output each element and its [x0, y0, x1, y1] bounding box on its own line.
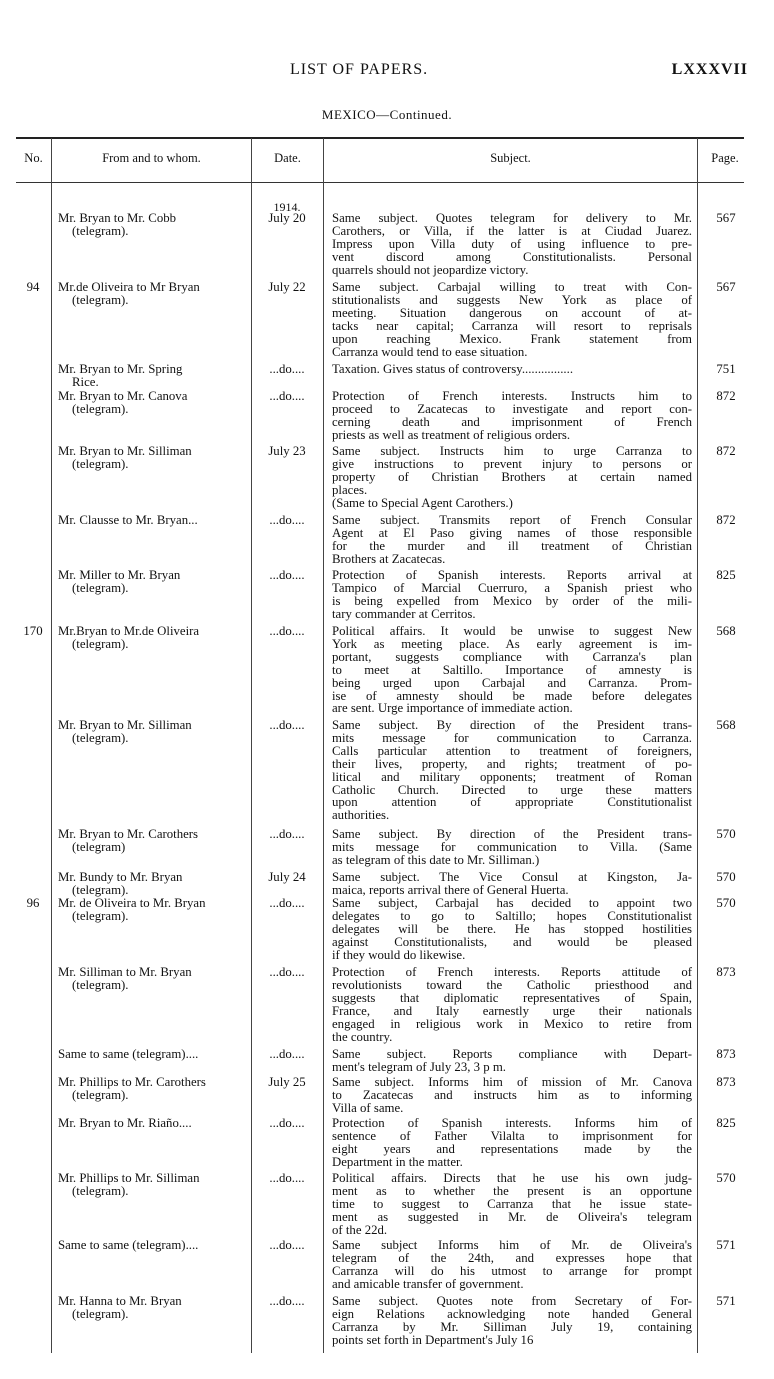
column-divider	[323, 138, 324, 1353]
subject-line: being urged upon Carbajal and Carranza. Prom-	[332, 675, 692, 690]
subject-line: Impress upon Villa duty of using influence to pre-	[332, 236, 692, 251]
from-to-cell	[58, 445, 248, 471]
subject-line: Same subject. Informs him of mission of Mr. Canova	[332, 1075, 692, 1089]
column-header-date: Date.	[274, 151, 301, 165]
subject-line: engaged in religious work in Mexico to retire from	[332, 1016, 692, 1031]
subject-cell	[332, 966, 692, 1043]
from-to-cell	[58, 1172, 248, 1198]
from-to-line: (telegram).	[72, 1183, 129, 1198]
subject-line: Catholic Church. Directed to urge these matters	[332, 782, 692, 797]
from-to-cell	[58, 514, 248, 527]
date-cell: ...do....	[269, 568, 305, 582]
page-number: 873	[716, 965, 736, 979]
from-to-line: Mr. Miller to Mr. Bryan	[58, 568, 181, 582]
subject-line: Same subject, Carbajal has decided to appoint two	[332, 896, 692, 910]
subject-cell	[332, 363, 692, 376]
subject-line: of the 22d.	[332, 1222, 388, 1237]
subject-line: ment as suggested in Mr. de Oliveira's telegram	[332, 1209, 692, 1224]
from-to-cell	[58, 1048, 248, 1061]
subject-line: portant, suggests compliance with Carranza's plan	[332, 649, 692, 664]
page-number: 872	[716, 444, 736, 458]
date-cell: ...do....	[269, 896, 305, 910]
subject-cell	[332, 1117, 692, 1169]
subject-line: Political affairs. It would be unwise to suggest New	[332, 624, 692, 638]
page-number: 873	[716, 1075, 736, 1089]
subject-line: upon attention of appropriate Constitutionalist	[332, 795, 692, 810]
from-to-line: Rice.	[72, 374, 99, 389]
subject-line: sentence of Father Vilalta to imprisonment for	[332, 1128, 692, 1143]
subject-cell	[332, 1048, 692, 1074]
subject-line: as telegram of this date to Mr. Silliman.)	[332, 852, 540, 867]
from-to-cell	[58, 871, 248, 897]
subject-cell	[332, 1239, 692, 1291]
date-cell: July 23	[268, 444, 306, 458]
subject-line: (Same to Special Agent Carothers.)	[332, 495, 513, 510]
from-to-cell	[58, 625, 248, 651]
subject-line: eign Relations acknowledging note handed General	[332, 1306, 692, 1321]
subject-line: and amicable transfer of government.	[332, 1276, 524, 1291]
from-to-line: (telegram).	[72, 292, 129, 307]
from-to-line: (telegram).	[72, 580, 129, 595]
subject-line: Political affairs. Directs that he use his own judg-	[332, 1171, 692, 1185]
from-to-line: (telegram).	[72, 730, 129, 745]
column-divider	[51, 138, 52, 1353]
subject-line: Same subject. Reports compliance with Depart-	[332, 1047, 692, 1061]
subject-line: Protection of French interests. Instructs him to	[332, 389, 692, 403]
subject-line: authorities.	[332, 808, 390, 823]
subject-line: mits message for communication to Villa. (Same	[332, 839, 692, 854]
subject-line: the country.	[332, 1029, 393, 1044]
subject-line: time to suggest to Carranza that he issue state-	[332, 1196, 692, 1211]
subject-line: for the murder and ill treatment of Christian	[332, 538, 692, 553]
subject-line: Tampico of Marcial Cuerruro, a Spanish priest who	[332, 580, 692, 595]
date-cell: ...do....	[269, 362, 305, 376]
subject-cell	[332, 1172, 692, 1237]
page-number: 872	[716, 513, 736, 527]
subject-line: if they would do likewise.	[332, 947, 466, 962]
subject-line: Same subject. By direction of the President trans-	[332, 718, 692, 732]
subject-line: delegates to go to Saltillo; hopes Constitutionalist	[332, 908, 692, 923]
subject-line: Carranza by Mr. Silliman July 19, containing	[332, 1319, 692, 1334]
page-number: 571	[716, 1294, 736, 1308]
from-to-cell	[58, 897, 248, 923]
from-to-cell	[58, 1239, 248, 1252]
date-cell: ...do....	[269, 965, 305, 979]
subject-line: proceed to Zacatecas to investigate and report con-	[332, 401, 692, 416]
subject-line: Carothers, or Villa, if the latter is at Ciudad Juarez.	[332, 223, 692, 238]
subject-line: against Constitutionalists, and would be pleased	[332, 934, 692, 949]
subject-cell	[332, 212, 692, 277]
section-subtitle: MEXICO—Continued.	[321, 107, 453, 122]
column-header-subject: Subject.	[490, 151, 531, 165]
subject-line: cerning death and imprisonment of French	[332, 414, 692, 429]
subject-cell	[332, 625, 692, 715]
page-numeral: LXXXVII	[671, 61, 748, 78]
from-to-line: (telegram).	[72, 401, 129, 416]
from-to-line: Mr.Bryan to Mr.de Oliveira	[58, 624, 200, 638]
column-header-page: Page.	[711, 151, 739, 165]
date-cell: ...do....	[269, 624, 305, 638]
date-cell: July 24	[268, 870, 306, 884]
from-to-cell	[58, 390, 248, 416]
from-to-cell	[58, 1295, 248, 1321]
subject-line: Same subject. Instructs him to urge Carranza to	[332, 444, 692, 458]
subject-line: Same subject. The Vice Consul at Kingston, Ja-	[332, 870, 692, 884]
subject-line: Agent at El Paso giving names of those responsible	[332, 525, 692, 540]
from-to-line: Mr. Bryan to Mr. Silliman	[58, 444, 192, 458]
subject-line: are sent. Urge importance of immediate action.	[332, 701, 573, 716]
date-cell: ...do....	[269, 1238, 305, 1252]
subject-line: York as meeting place. As early agreement is im-	[332, 636, 692, 651]
from-to-line: Mr. Phillips to Mr. Silliman	[58, 1171, 200, 1185]
subject-line: upon reaching Mexico. Frank statement from	[332, 331, 692, 346]
subject-line: ment as to whether the present is an opportune	[332, 1183, 692, 1198]
subject-line: litical and military opponents; treatment of Roman	[332, 769, 692, 784]
from-to-line: (telegram).	[72, 1306, 129, 1321]
date-cell: ...do....	[269, 513, 305, 527]
from-to-line: Mr. Bryan to Mr. Spring	[58, 362, 183, 376]
from-to-cell	[58, 1117, 248, 1130]
paper-number: 94	[26, 280, 40, 294]
from-to-cell	[58, 828, 248, 854]
from-to-line: Mr. de Oliveira to Mr. Bryan	[58, 896, 206, 910]
subject-cell	[332, 281, 692, 358]
subject-line: to Zacatecas and instructs him as to informing	[332, 1087, 692, 1102]
subject-cell	[332, 1295, 692, 1347]
date-cell: ...do....	[269, 718, 305, 732]
subject-cell	[332, 871, 692, 897]
page-number: 751	[716, 362, 736, 376]
subject-line: Brothers at Zacatecas.	[332, 551, 446, 566]
from-to-cell	[58, 363, 248, 389]
from-to-line: Mr. Bryan to Mr. Canova	[58, 389, 188, 403]
from-to-line: (telegram).	[72, 456, 129, 471]
subject-line: Department in the matter.	[332, 1154, 463, 1169]
date-cell: ...do....	[269, 1171, 305, 1185]
subject-line: Carranza would tend to ease situation.	[332, 344, 528, 359]
subject-cell	[332, 897, 692, 962]
subject-line: their lives, property, and rights; treatment of po-	[332, 756, 692, 771]
from-to-line: Same to same (telegram)....	[58, 1238, 199, 1252]
from-to-line: Mr. Bryan to Mr. Riaño....	[58, 1116, 192, 1130]
page-number: 570	[716, 896, 736, 910]
subject-line: property of Christian Brothers at certain named	[332, 469, 692, 484]
table-top-rule	[16, 137, 744, 139]
column-divider	[697, 138, 698, 1353]
subject-line: Same subject. Quotes note from Secretary of For-	[332, 1294, 692, 1308]
column-header-no: No.	[24, 151, 43, 165]
subject-line: priests as well as treatment of religious orders.	[332, 427, 571, 442]
from-to-line: Mr. Bryan to Mr. Carothers	[58, 827, 199, 841]
page-number: 570	[716, 870, 736, 884]
year-label: 1914.	[273, 200, 301, 214]
from-to-line: Mr. Silliman to Mr. Bryan	[58, 965, 192, 979]
subject-cell	[332, 569, 692, 621]
page-number: 825	[716, 568, 736, 582]
page-number: 567	[716, 280, 736, 294]
date-cell: ...do....	[269, 1116, 305, 1130]
paper-number: 170	[23, 624, 43, 638]
subject-line: Same subject Informs him of Mr. de Oliveira's	[332, 1238, 692, 1252]
subject-line: mits message for communication to Carranza.	[332, 730, 692, 745]
page-number: 571	[716, 1238, 736, 1252]
subject-line: eight years and representations made by the	[332, 1141, 692, 1156]
subject-line: Same subject. Carbajal willing to treat with Con-	[332, 280, 692, 294]
page-number: 873	[716, 1047, 736, 1061]
subject-line: give instructions to prevent injury to persons or	[332, 456, 692, 471]
from-to-cell	[58, 719, 248, 745]
from-to-line: (telegram).	[72, 977, 129, 992]
subject-line: to meet at Saltillo. Importance of amnesty is	[332, 662, 692, 677]
subject-line: Same subject. By direction of the President trans-	[332, 827, 692, 841]
subject-line: tary commander at Cerritos.	[332, 606, 476, 621]
paper-number: 96	[26, 896, 40, 910]
subject-cell	[332, 445, 692, 510]
subject-line: ise of amnesty should be made before delegates	[332, 688, 692, 703]
subject-line: Calls particular attention to treatment of foreigners,	[332, 743, 692, 758]
subject-line: maica, reports arrival there of General Huerta.	[332, 882, 569, 897]
from-to-line: Mr.de Oliveira to Mr Bryan	[58, 280, 200, 294]
subject-cell	[332, 719, 692, 822]
subject-cell	[332, 514, 692, 566]
from-to-line: Mr. Bryan to Mr. Cobb	[58, 211, 177, 225]
page-title: LIST OF PAPERS.	[290, 61, 429, 78]
subject-cell	[332, 390, 692, 442]
subject-line: suggests that diplomatic representatives of Spain,	[332, 990, 692, 1005]
date-cell: July 25	[268, 1075, 306, 1089]
subject-line: Carranza will do his utmost to arrange for prompt	[332, 1263, 692, 1278]
subject-cell	[332, 828, 692, 867]
from-to-cell	[58, 212, 248, 238]
subject-line: Protection of French interests. Reports attitude of	[332, 965, 692, 979]
from-to-line: (telegram).	[72, 636, 129, 651]
table-header-rule	[16, 182, 744, 183]
from-to-line: Same to same (telegram)....	[58, 1047, 199, 1061]
subject-line: tacks near capital; Carranza will resort to reprisals	[332, 318, 692, 333]
from-to-line: Mr. Hanna to Mr. Bryan	[58, 1294, 182, 1308]
subject-line: Protection of Spanish interests. Reports arrival at	[332, 568, 692, 582]
subject-line: France, and Italy earnestly urge their nationals	[332, 1003, 692, 1018]
subject-line: places.	[332, 482, 368, 497]
from-to-line: (telegram).	[72, 882, 129, 897]
subject-line: ment's telegram of July 23, 3 p m.	[332, 1059, 506, 1074]
subject-line: Same subject. Quotes telegram for delivery to Mr.	[332, 211, 692, 225]
subject-line: telegram of the 24th, and expresses hope that	[332, 1250, 692, 1265]
date-cell: ...do....	[269, 389, 305, 403]
subject-line: stitutionalists and suggests New York as place of	[332, 292, 692, 307]
page-number: 570	[716, 827, 736, 841]
subject-line: is being expelled from Mexico by order of the mili-	[332, 593, 692, 608]
subject-line: revolutionists toward the Catholic priesthood and	[332, 977, 692, 992]
page-number: 568	[716, 624, 736, 638]
date-cell: ...do....	[269, 1047, 305, 1061]
from-to-cell	[58, 569, 248, 595]
from-to-line: (telegram).	[72, 1087, 129, 1102]
subject-line: points set forth in Department's July 16	[332, 1332, 534, 1347]
from-to-cell	[58, 1076, 248, 1102]
subject-line: delegates will be there. He has stopped hostilities	[332, 921, 692, 936]
column-header-from: From and to whom.	[102, 151, 201, 165]
page-number: 872	[716, 389, 736, 403]
subject-line: Protection of Spanish interests. Informs him of	[332, 1116, 692, 1130]
from-to-line: (telegram).	[72, 908, 129, 923]
from-to-line: Mr. Bundy to Mr. Bryan	[58, 870, 183, 884]
from-to-cell	[58, 966, 248, 992]
subject-line: Same subject. Transmits report of French Consular	[332, 513, 692, 527]
from-to-line: (telegram)	[72, 839, 126, 854]
page-number: 570	[716, 1171, 736, 1185]
date-cell: July 22	[268, 280, 306, 294]
from-to-cell	[58, 281, 248, 307]
date-cell: July 20	[268, 211, 306, 225]
from-to-line: Mr. Bryan to Mr. Silliman	[58, 718, 192, 732]
subject-line: vent discord among Constitutionalists. Personal	[332, 249, 692, 264]
page-number: 568	[716, 718, 736, 732]
subject-cell	[332, 1076, 692, 1115]
from-to-line: Mr. Phillips to Mr. Carothers	[58, 1075, 206, 1089]
from-to-line: Mr. Clausse to Mr. Bryan...	[58, 513, 198, 527]
date-cell: ...do....	[269, 1294, 305, 1308]
subject-line: quarrels should not jeopardize victory.	[332, 262, 529, 277]
from-to-line: (telegram).	[72, 223, 129, 238]
subject-line: meeting. Situation dangerous on account of at-	[332, 305, 692, 320]
date-cell: ...do....	[269, 827, 305, 841]
page-number: 567	[716, 211, 736, 225]
subject-line: Villa of same.	[332, 1100, 404, 1115]
subject-line: Taxation. Gives status of controversy................	[332, 362, 574, 376]
page-number: 825	[716, 1116, 736, 1130]
column-divider	[251, 138, 252, 1353]
